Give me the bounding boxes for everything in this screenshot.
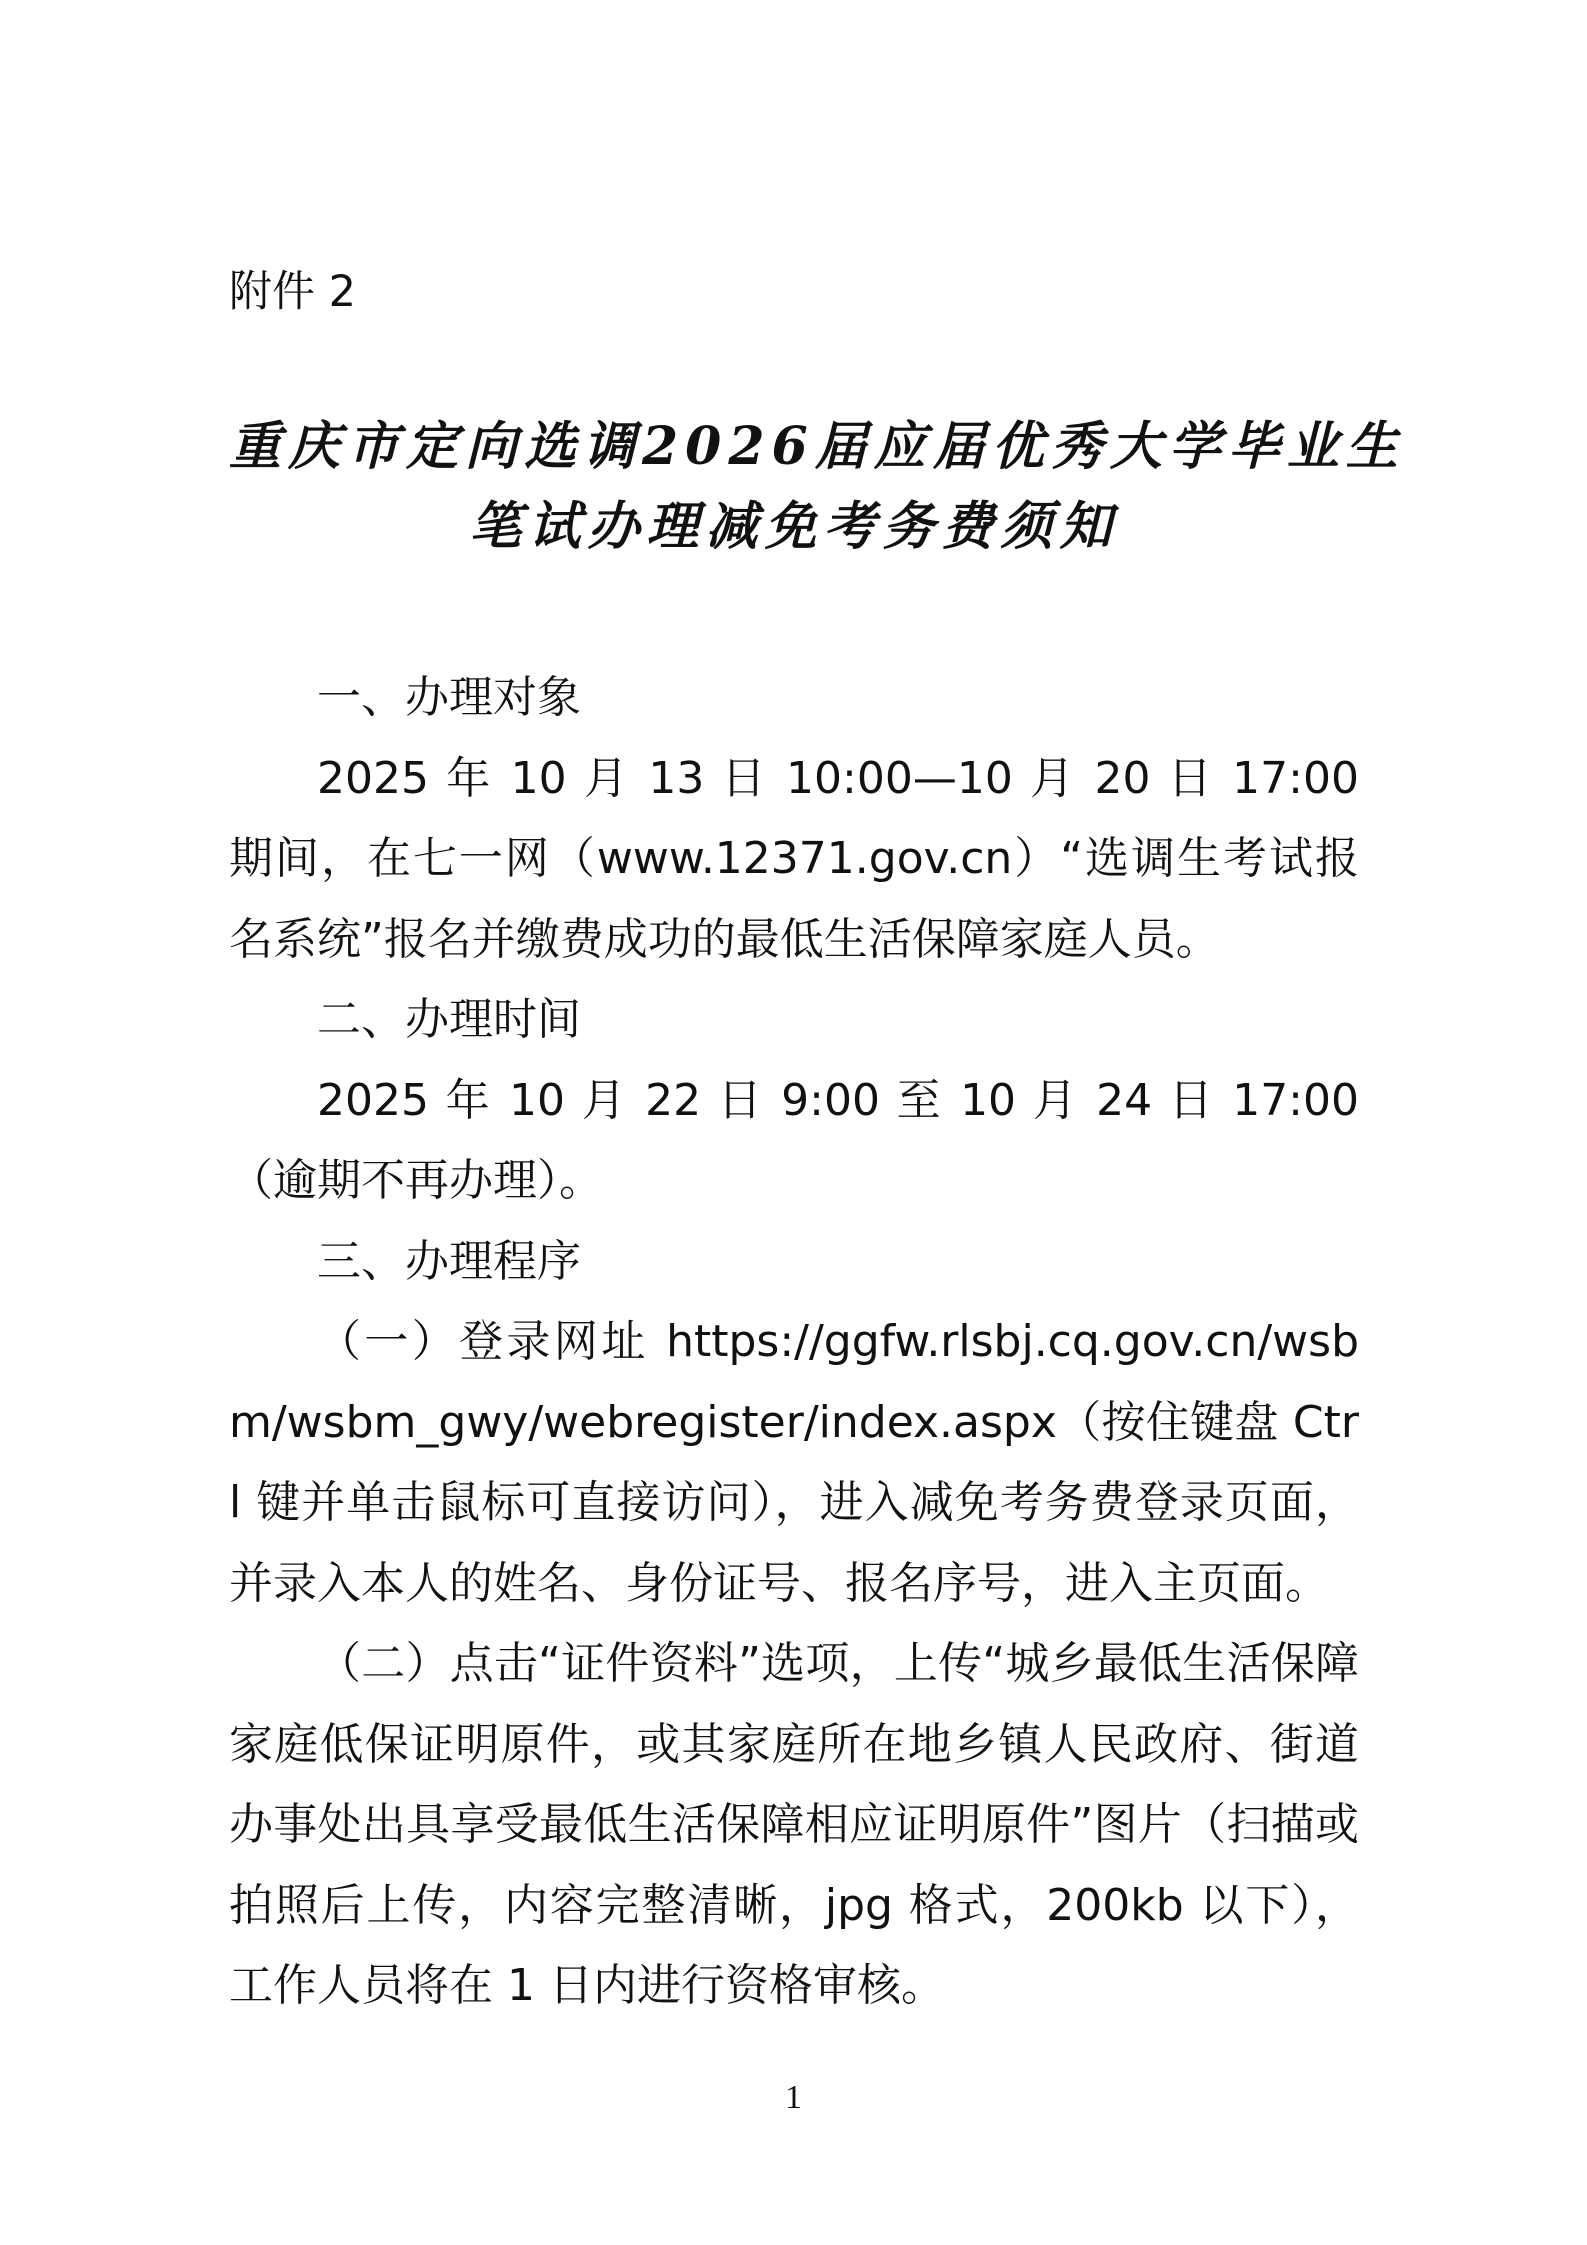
section-heading-time: 二、办理时间: [317, 994, 581, 1045]
document-body: [229, 658, 1359, 2027]
procedure-step-2: （二）点击“证件资料”选项，上传“城乡最低生活保障家庭低保证明原件，或其家庭所在地乡镇人民政府、街道办事处出具享受最低生活保障相应证明原件”图片（扫描或拍照后上传，内容完整清晰，jpg 格式，200kb 以下），工作人员将在 1 日内进行资格审核。: [229, 1638, 1359, 2011]
section-heading-applicants: 一、办理对象: [317, 672, 581, 723]
attachment-label: 附件 2: [229, 267, 357, 317]
section-text-applicants: 2025 年 10 月 13 日 10:00—10 月 20 日 17:00 期间，在七一网（www.12371.gov.cn）“选调生考试报名系统”报名并缴费成功的最低生活保障家庭人员。: [229, 752, 1359, 965]
procedure-step-1: （一）登录网址 https://ggfw.rlsbj.cq.gov.cn/wsbm/wsbm_gwy/webregister/index.aspx（按住键盘 Ctrl 键并单击鼠标可直接访问），进入减免考务费登录页面，并录入本人的姓名、身份证号、报名序号，进入主页面。: [229, 1316, 1359, 1609]
document-title-line-1: 重庆市定向选调2026届应届优秀大学毕业生: [229, 416, 1405, 477]
page-number: 1: [785, 2079, 802, 2116]
section-heading-procedure: 三、办理程序: [317, 1235, 581, 1287]
document-title-line-2: 笔试办理减免考务费须知: [469, 496, 1119, 557]
section-text-time: 2025 年 10 月 22 日 9:00 至 10 月 24 日 17:00（逾期不再办理）。: [229, 1074, 1359, 1206]
